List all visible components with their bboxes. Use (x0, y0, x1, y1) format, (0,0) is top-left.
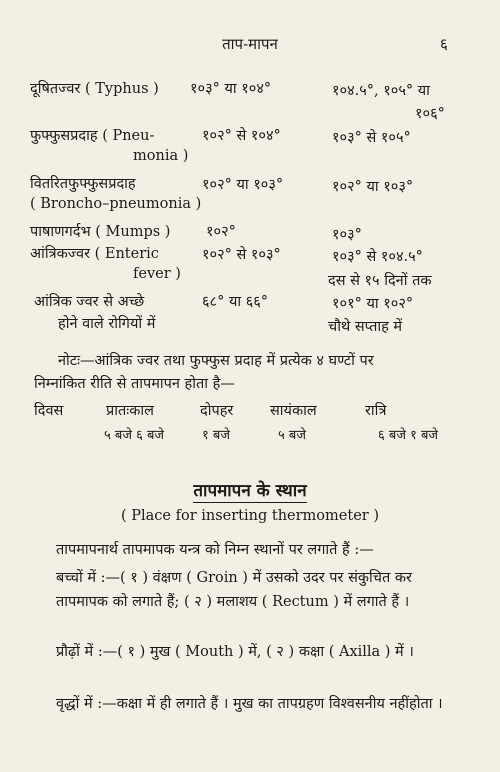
disease-broncho-pneumonia: वितरितफुफ्फुसप्रदाह (30, 176, 136, 192)
schedule-time-night: ६ बजे १ बजे (378, 428, 439, 443)
disease-enteric-convalescent-cont: होने वाले रोगियों में (58, 316, 156, 332)
paragraph-children (34, 566, 464, 614)
peak-typhus: १०४.५°, १०५° या (332, 83, 430, 99)
paragraph-adults-text: प्रौढ़ों में :—( १ ) मुख ( Mouth ) में, ( २ ) कक्षा ( Axilla ) में । (56, 644, 414, 660)
duration-enteric-fever: दस से १५ दिनों तक (328, 273, 432, 289)
temp-mumps: १०२° (206, 224, 236, 240)
paragraph-adults (34, 640, 464, 664)
paragraph-intro (34, 538, 464, 562)
note-line-2: निम्नांकित रीति से तापमापन होता है— (34, 376, 235, 392)
peak-pneumonia: १०३° से १०५° (332, 130, 411, 146)
peak-mumps: १०३° (332, 227, 362, 243)
disease-enteric-convalescent: आंत्रिक ज्वर से अच्छे (34, 294, 145, 310)
peak-enteric-fever: १०३° से १०४.५° (332, 249, 423, 265)
schedule-header-evening: सायंकाल (270, 403, 317, 419)
section-title (0, 478, 500, 501)
paragraph-elderly-text: वृद्धों में :—कक्षा में ही लगाते हैं । मुख का तापग्रहण विश्वसनीय नहींहोता । (56, 696, 443, 712)
page-number: ६ (440, 35, 448, 53)
note-line-1: नोटः—आंत्रिक ज्वर तथा फुफ्फुस प्रदाह में प्रत्येक ४ घण्टों पर (58, 353, 374, 369)
schedule-header-night: रात्रि (365, 403, 387, 419)
temp-enteric-convalescent: ६८° या ६६° (202, 294, 269, 310)
peak-enteric-convalescent: १०१° या १०२° (332, 296, 414, 312)
temp-pneumonia: १०२° से १०४° (202, 128, 281, 144)
paragraph-children-text: बच्चों में :—( १ ) वंक्षण ( Groin ) में उसको उदर पर संकुचित कर तापमापक को लगाते हैं; ( २ ) मलाशय ( Rectum ) में लगाते हैं । (56, 570, 412, 610)
section-title-text: तापमापन के स्थान (193, 481, 307, 501)
disease-enteric-fever-cont: fever ) (133, 266, 181, 282)
schedule-header-morning: प्रातःकाल (106, 403, 154, 419)
temp-broncho-pneumonia: १०२° या १०३° (202, 177, 284, 193)
disease-typhus: दूषितज्वर ( Typhus ) (30, 81, 159, 97)
schedule-time-evening: ५ बजे (278, 428, 306, 443)
schedule-header-day: दिवस (34, 403, 64, 419)
disease-pneumonia-cont: monia ) (133, 148, 189, 164)
schedule-time-morning: ५ बजे ६ बजे (104, 428, 165, 443)
schedule-time-noon: १ बजे (202, 428, 230, 443)
disease-broncho-pneumonia-cont: ( Broncho–pneumonia ) (30, 196, 202, 212)
paragraph-elderly (34, 692, 464, 716)
running-header: ताप-मापन (222, 35, 278, 53)
disease-pneumonia: फुफ्फुसप्रदाह ( Pneu- (30, 128, 155, 144)
temp-enteric-fever: १०२° से १०३° (202, 247, 281, 263)
disease-enteric-fever: आंत्रिकज्वर ( Enteric (30, 246, 159, 262)
disease-mumps: पाषाणगर्दभ ( Mumps ) (30, 224, 171, 240)
section-subtitle: ( Place for inserting thermometer ) (121, 508, 379, 524)
peak-broncho-pneumonia: १०२° या १०३° (332, 179, 414, 195)
week-enteric-convalescent: चौथे सप्ताह में (328, 319, 403, 335)
temp-typhus: १०३° या १०४° (190, 81, 272, 97)
schedule-header-noon: दोपहर (200, 403, 234, 419)
paragraph-intro-text: तापमापनार्थ तापमापक यन्त्र को निम्न स्थानों पर लगाते हैं :— (56, 542, 374, 558)
peak-typhus-cont: १०६° (415, 106, 445, 122)
